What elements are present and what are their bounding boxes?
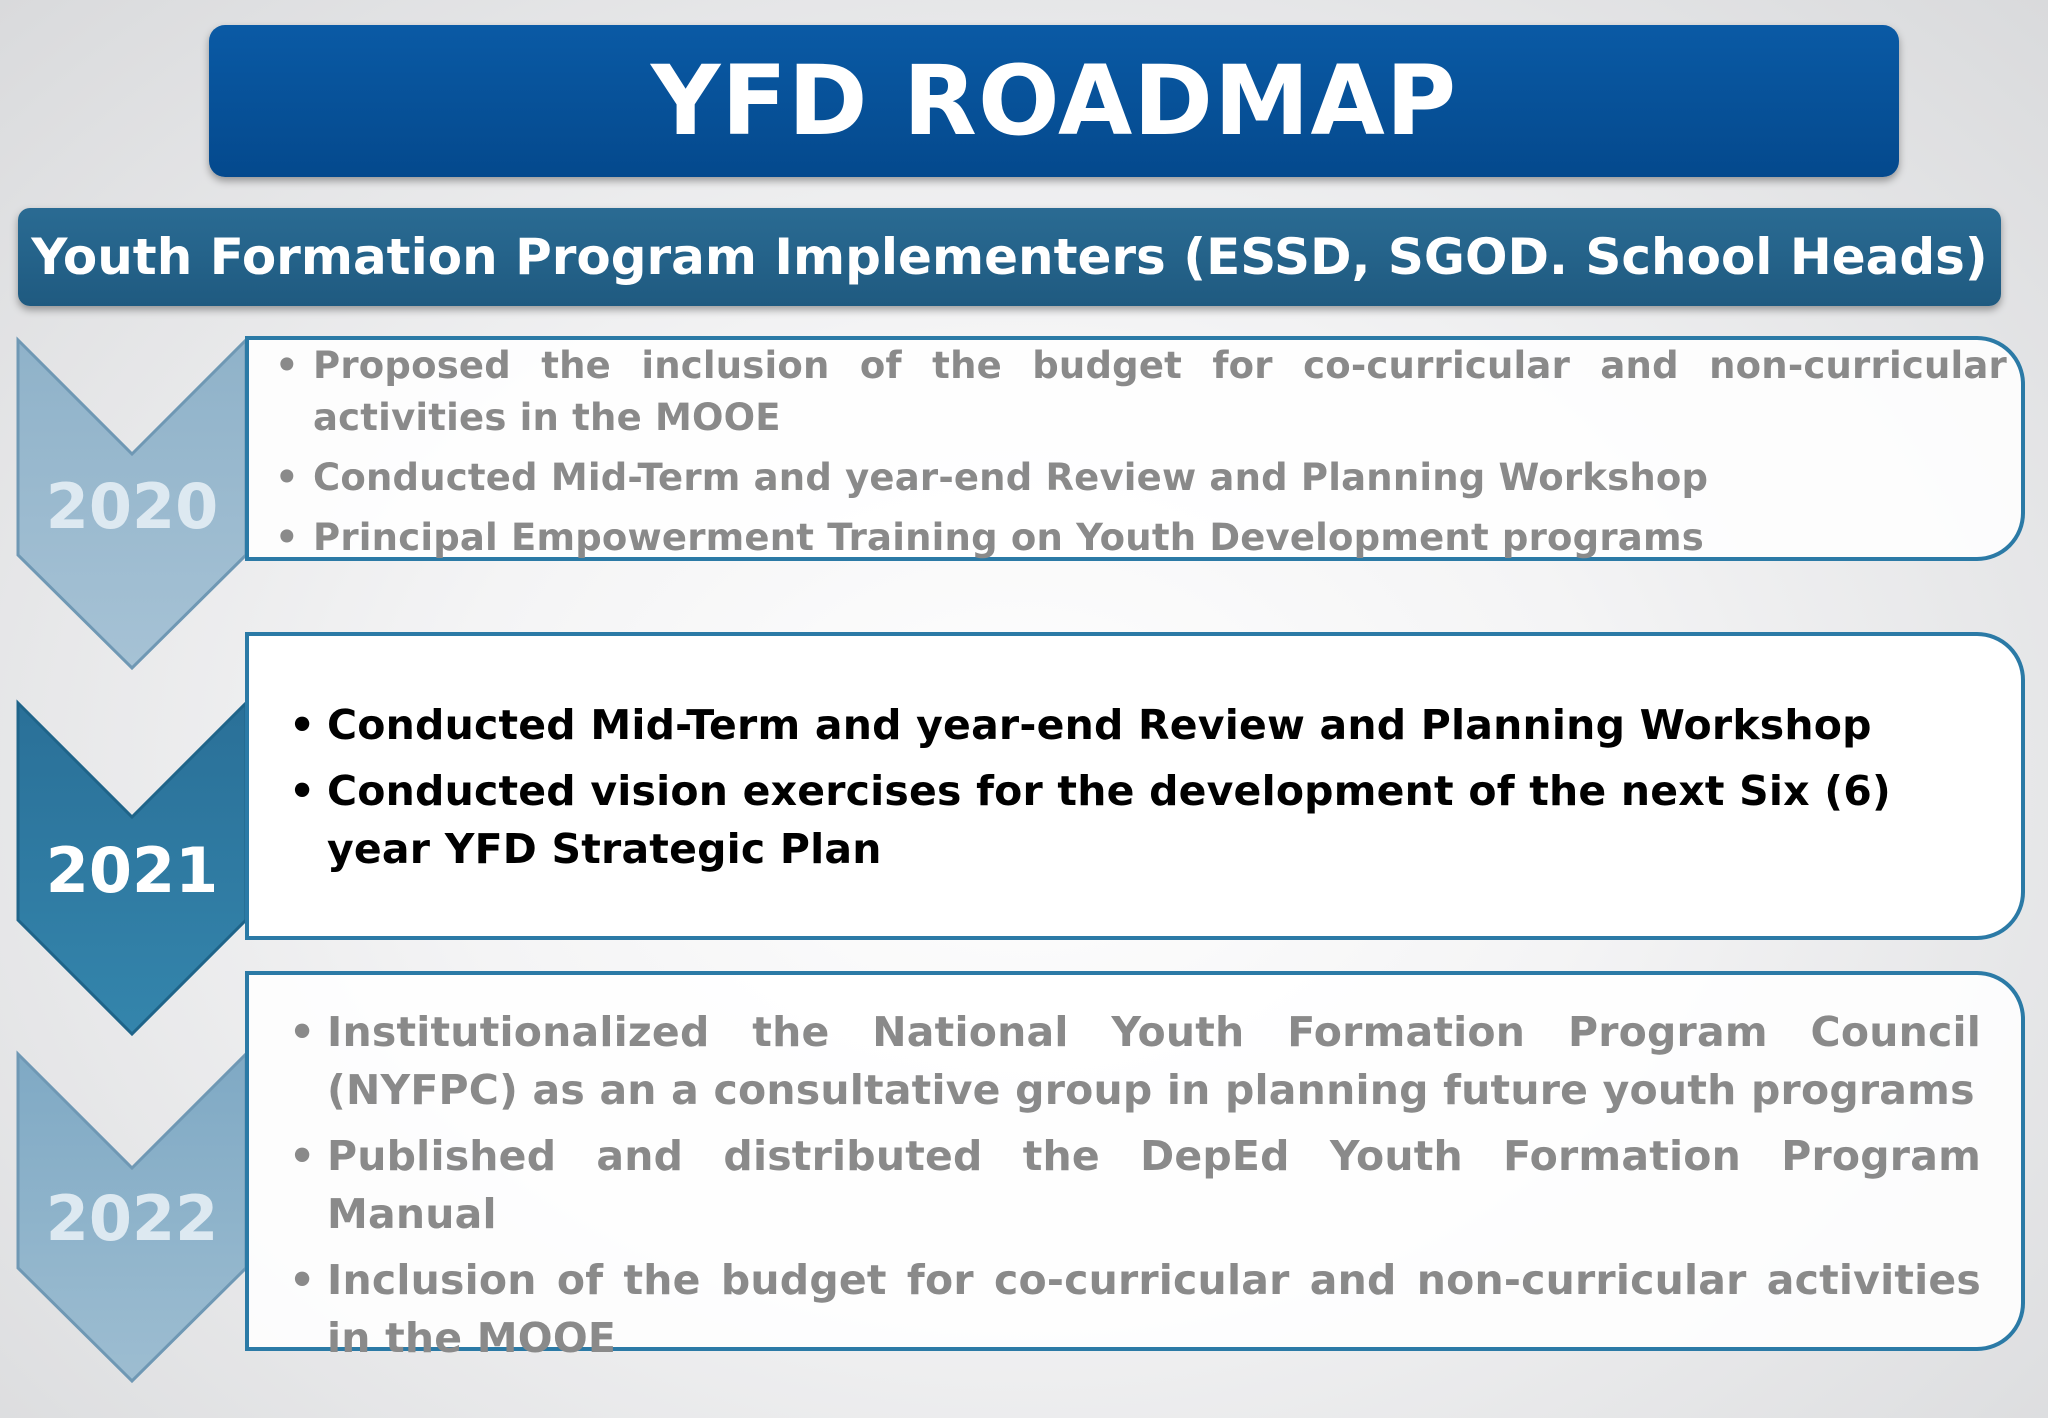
bullet-list-2021: [289, 696, 1981, 878]
year-box-2020: [245, 336, 2025, 561]
list-item: • Proposed the inclusion of the budget for co-curricular and non-curricular activities in the MOOE: [275, 344, 2007, 439]
subtitle-bar: [18, 208, 2001, 306]
bullet-list-2020: [275, 340, 2007, 564]
timeline-chevrons: [0, 0, 260, 1418]
year-box-2022: [245, 971, 2025, 1362]
list-item: • Conducted Mid-Term and year-end Review and Planning Workshop: [275, 456, 1709, 499]
year-label-2020: 2020: [45, 470, 219, 543]
year-label-2022: 2022: [45, 1182, 219, 1255]
page-title: YFD ROADMAP: [650, 45, 1458, 157]
list-item: • Institutionalized the National Youth Formation Program Council (NYFPC) as an a consultative group in planning future youth programs: [289, 1008, 1981, 1114]
list-item: • Inclusion of the budget for co-curricular and non-curricular activities in the MOOE: [289, 1256, 1981, 1362]
subtitle: Youth Formation Program Implementers (ESSD, SGOD. School Heads): [31, 228, 1988, 286]
list-item: • Principal Empowerment Training on Youth Development programs: [275, 516, 1704, 559]
title-banner: [209, 25, 1899, 177]
list-item: • Published and distributed the DepEd Youth Formation Program Manual: [289, 1132, 1981, 1238]
year-box-2021: [245, 632, 2025, 940]
bullet-list-2022: [289, 1003, 1981, 1367]
list-item: • Conducted Mid-Term and year-end Review and Planning Workshop: [289, 701, 1872, 749]
list-item: • Conducted vision exercises for the development of the next Six (6) year YFD Strategic Plan: [289, 767, 1891, 873]
year-label-2021: 2021: [45, 834, 219, 907]
